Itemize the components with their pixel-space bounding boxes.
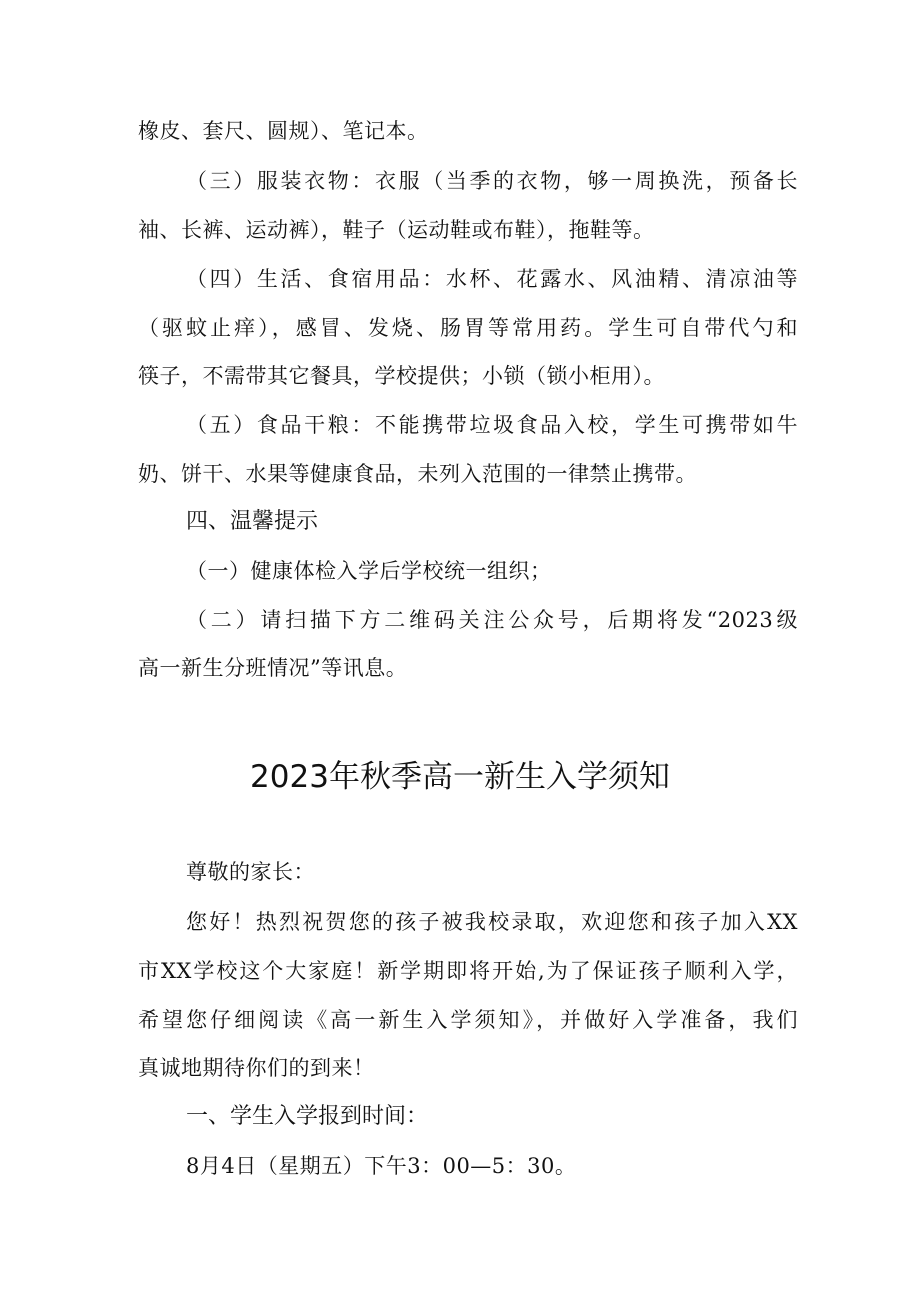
tip-2-line-1: （二）请扫描下方二维码关注公众号，后期将发“2023级 — [186, 608, 798, 632]
daily-items-line-2: （驱蚊止痒），感冒、发烧、肠胃等常用药。学生可自带代勺和 — [138, 316, 798, 340]
greeting-line-1: 您好！热烈祝贺您的孩子被我校录取，欢迎您和孩子加入XX — [186, 910, 798, 934]
food-line-2: 奶、饼干、水果等健康食品，未列入范围的一律禁止携带。 — [138, 462, 697, 486]
section-1-heading: 一、学生入学报到时间： — [186, 1104, 429, 1129]
notice-title: 2023年秋季高一新生入学须知 — [250, 759, 670, 795]
daily-items-line-1: （四）生活、食宿用品：水杯、花露水、风油精、清凉油等 — [186, 267, 798, 291]
clothing-line-2: 袖、长裤、运动裤），鞋子（运动鞋或布鞋），拖鞋等。 — [138, 218, 655, 242]
greeting-line-2: 市XX学校这个大家庭！新学期即将开始,为了保证孩子顺利入学， — [138, 959, 798, 983]
greeting-line-4: 真诚地期待你们的到来！ — [138, 1056, 375, 1080]
clothing-line-1: （三）服装衣物：衣服（当季的衣物，够一周换洗，预备长 — [186, 169, 798, 193]
daily-items-line-3: 筷子，不需带其它餐具，学校提供；小锁（锁小柜用）。 — [138, 364, 665, 388]
tip-2-line-2: 高一新生分班情况”等讯息。 — [138, 656, 408, 680]
report-time-line: 8月4日（星期五）下午3：00—5：30。 — [186, 1154, 577, 1178]
supplies-tail-line: 橡皮、套尺、圆规）、笔记本。 — [138, 119, 429, 143]
greeting-line-3: 希望您仔细阅读《高一新生入学须知》，并做好入学准备，我们 — [138, 1008, 798, 1032]
tip-1-line: （一）健康体检入学后学校统一组织； — [186, 559, 552, 583]
salutation: 尊敬的家长： — [186, 860, 315, 884]
tips-heading: 四、温馨提示 — [186, 509, 319, 534]
food-line-1: （五）食品干粮：不能携带垃圾食品入校，学生可携带如牛 — [186, 413, 798, 437]
